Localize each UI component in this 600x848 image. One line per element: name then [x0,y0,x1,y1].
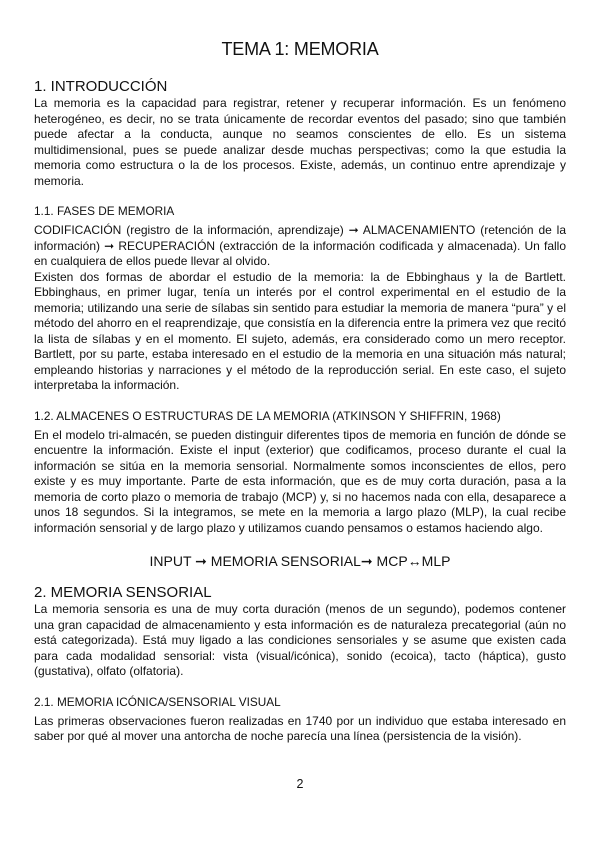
subsection-heading-fases: 1.1. FASES DE MEMORIA [34,204,175,218]
paragraph-fases-ebbinghaus-bartlett: Existen dos formas de abordar el estudio de la memoria: la de Ebbinghaus y la de Bartlett. Ebbinghaus, en primer lugar, tenía un interés por el control experimental en el estudio de la memoria; utilizando una serie de sílabas sin sentido para estudiar la memoria de manera “pura” y el método del ahorro en el reaprendizaje, que consistía en la diferencia entre la primera vez que recitó la lista de sílabas y en el momento. El sujeto, además, era considerado como un mero receptor. Bartlett, por su parte, estaba interesado en el estudio de la memoria en una situación más natural; empleando historias y narraciones y el método de la reproducción serial. En este caso, el sujeto interpretaba la información. [34,269,566,392]
section-heading-introduccion: 1. INTRODUCCIÓN [34,78,168,95]
memory-flow-diagram-line: INPUT ➞ MEMORIA SENSORIAL➞ MCP↔MLP [149,553,451,569]
paragraph-introduccion: La memoria es la capacidad para registrar, retener y recuperar información. Es un fenómeno heterogéneo, es decir, no se trata únicamente de recordar eventos del pasado; sino que también puede afectar a la conducta, aunque no seamos conscientes de ello. Es un sistema multidimensional, pues se puede analizar desde muchas perspectivas; como la que estudia la memoria como estructura o la de los procesos. Existe, además, un continuo entre aprendizaje y memoria. [34,96,566,188]
paragraph-memoria-sensorial: La memoria sensoria es una de muy corta duración (menos de un segundo), podemos contener una gran capacidad de almacenamiento y esta información es de naturaleza precategorial (aún no está categorizada). Está muy ligado a las condiciones sensoriales y se asume que existen cada para cada modalidad sensorial: vista (visual/icónica), sonido (ecoica), tacto (háptica), gusto (gustativa), olfato (olfatoria). [34,602,566,678]
subsection-heading-memoria-iconica: 2.1. MEMORIA ICÓNICA/SENSORIAL VISUAL [34,694,281,709]
paragraph-memoria-iconica: Las primeras observaciones fueron realizadas en 1740 por un individuo que estaba interesado en saber por qué al mover una antorcha de noche parecía una línea (persistencia de la visión). [34,713,566,743]
page-number: 2 [296,777,304,791]
document-page [34,0,566,745]
paragraph-almacenes: En el modelo tri-almacén, se pueden distinguir diferentes tipos de memoria en función de dónde se encuentre la información. Existe el input (exterior) que codificamos, proceso durante el cual la información se sitúa en la memoria sensorial. Normalmente somos inconscientes de ellos, pero existe y es muy importante. Parte de esta información, que es de muy corta duración, pasa a la memoria de corto plazo o memoria de trabajo (MCP) y, si no hacemos nada con ella, desaparece a unos 18 segundos. Si la integramos, se mete en la memoria a largo plazo (MLP), la cual recibe información sensorial y de largo plazo y utilizamos cuando pensamos o estamos haciendo algo. [34,427,566,535]
subsection-heading-almacenes: 1.2. ALMACENES O ESTRUCTURAS DE LA MEMORIA (ATKINSON Y SHIFFRIN, 1968) [34,408,501,423]
section-heading-memoria-sensorial: 2. MEMORIA SENSORIAL [34,584,212,601]
paragraph-fases-codificacion: CODIFICACIÓN (registro de la información, aprendizaje) ➞ ALMACENAMIENTO (retención de la información) ➞ RECUPERACIÓN (extracción de la información codificada y almacenada). Un fallo en cualquiera de ellos puede llevar al olvido. [34,223,566,268]
page-title: TEMA 1: MEMORIA [221,39,379,59]
